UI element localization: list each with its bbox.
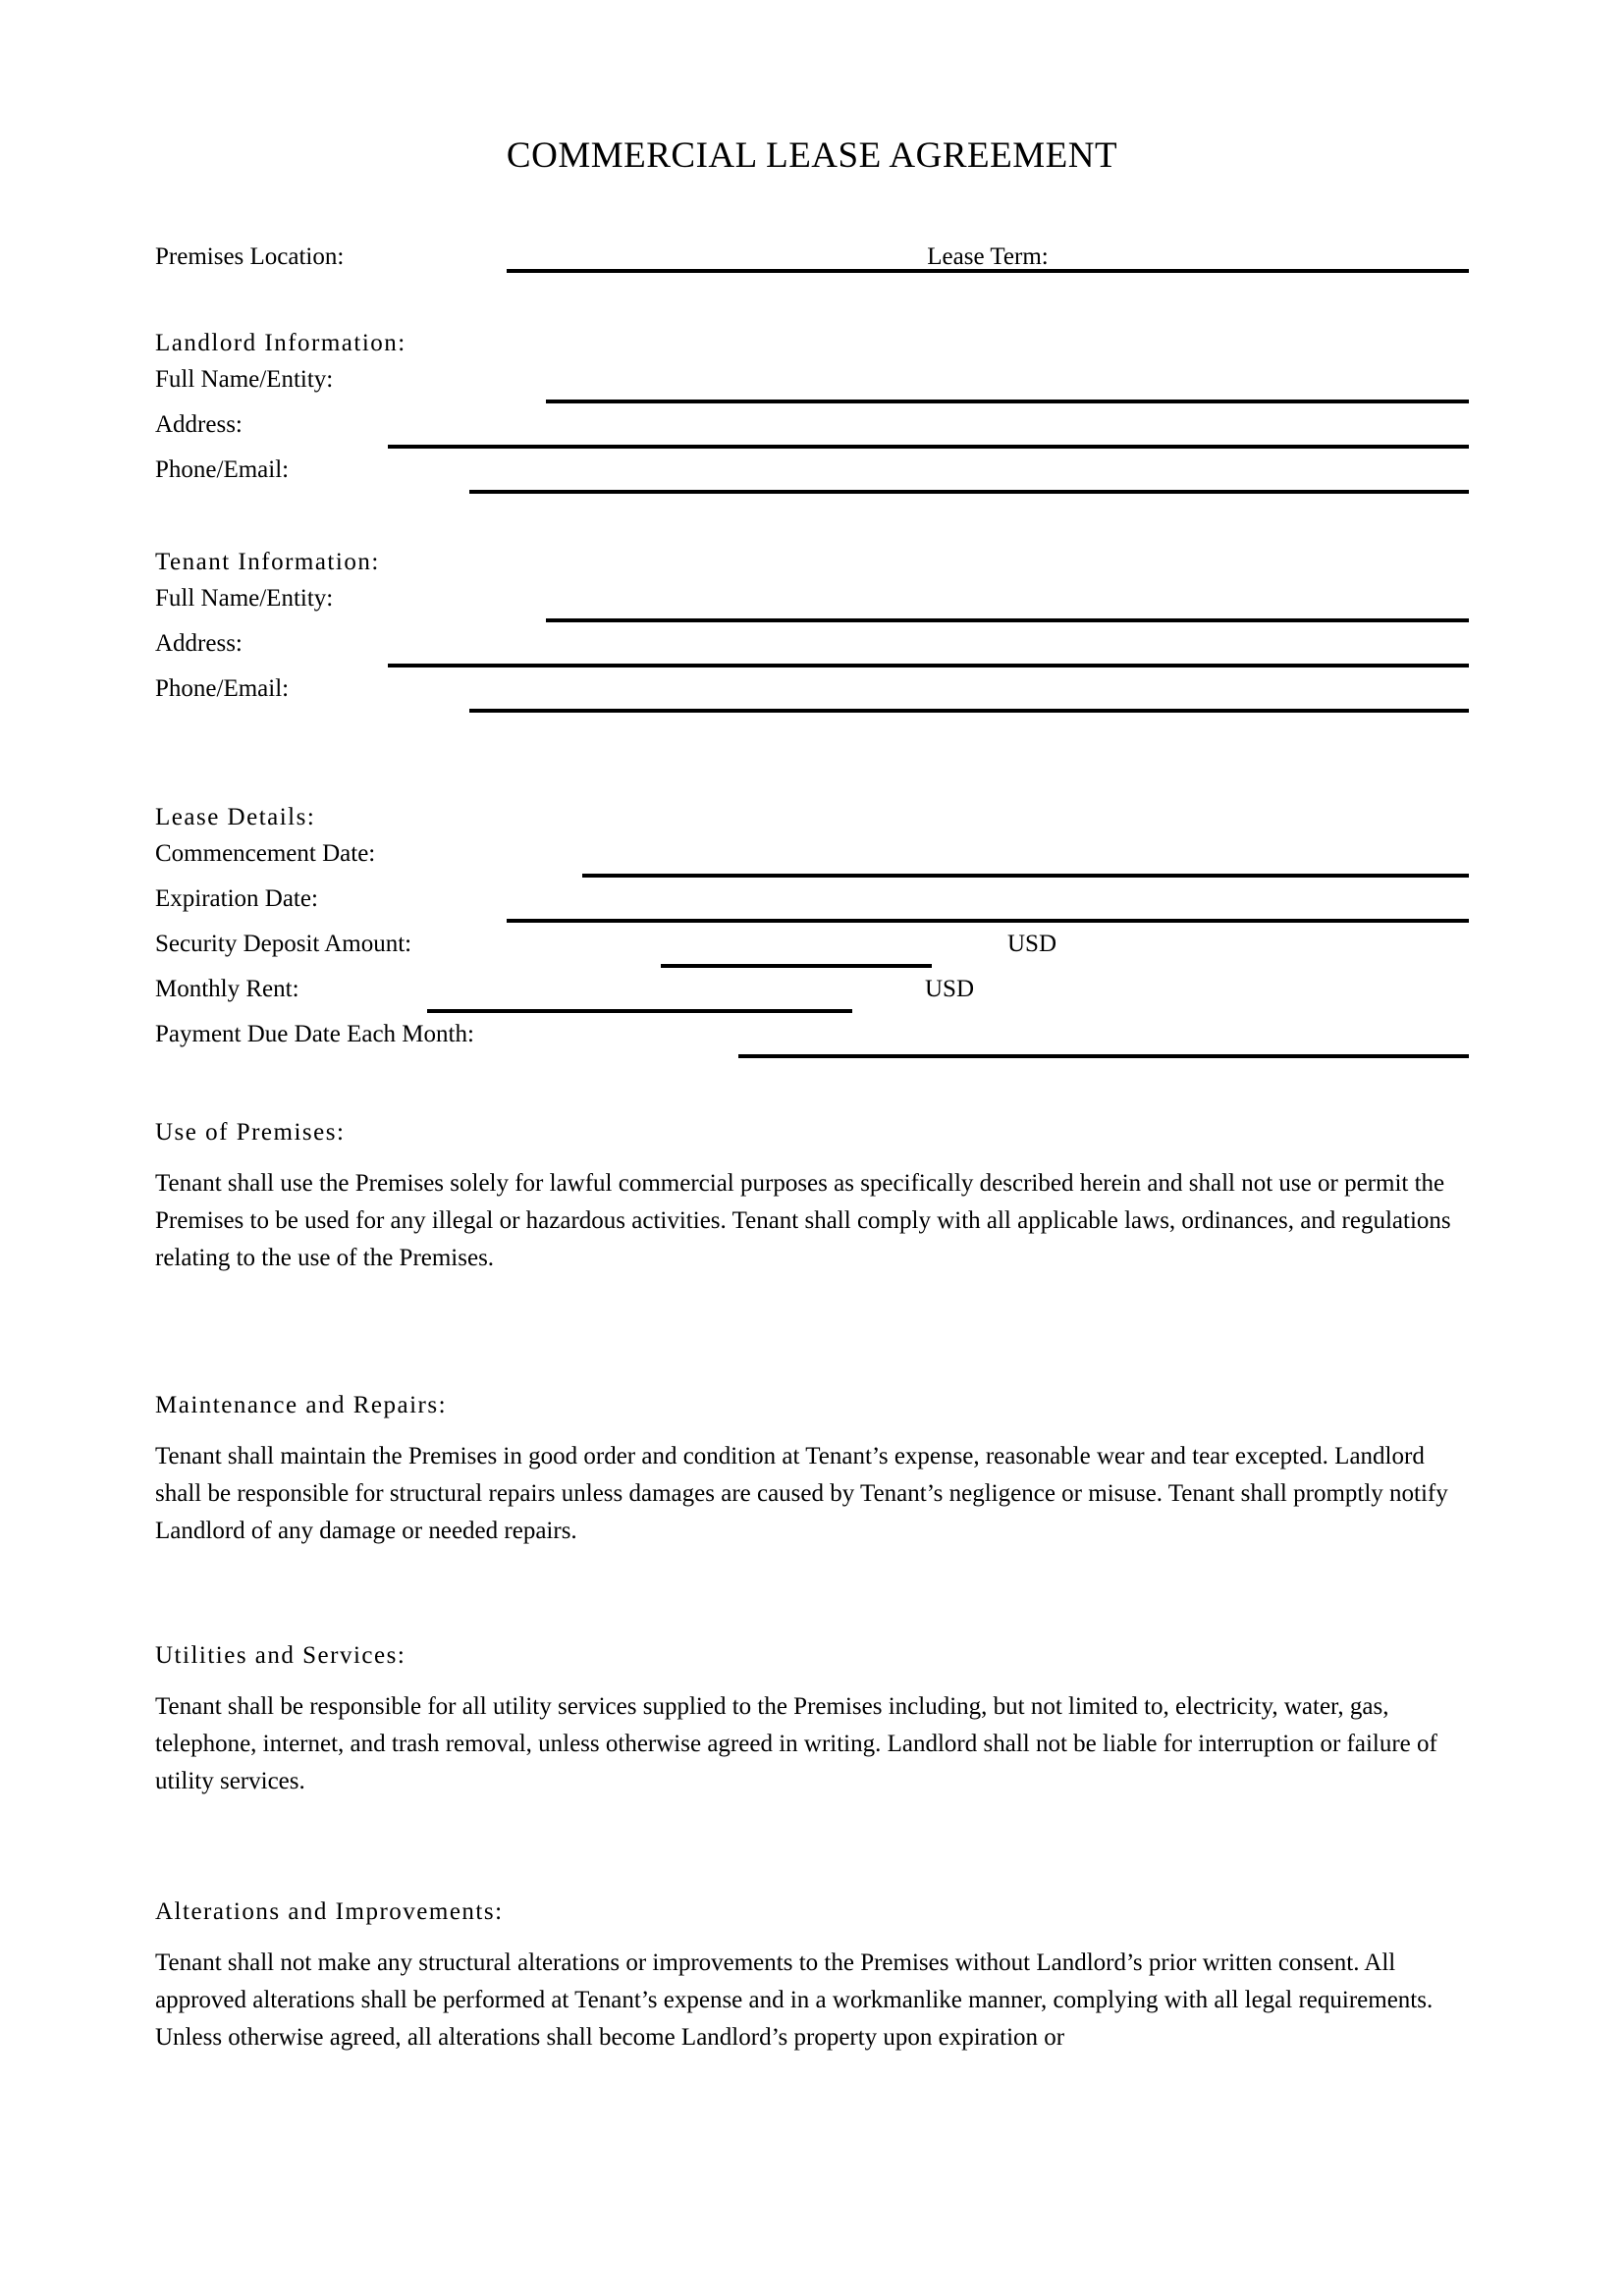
commencement-date-label: Commencement Date: xyxy=(155,840,376,867)
landlord-address-label: Address: xyxy=(155,411,243,438)
tenant-address-label: Address: xyxy=(155,630,243,657)
landlord-phone-email-row xyxy=(155,456,1469,494)
alterations-improvements-heading: Alterations and Improvements: xyxy=(155,1898,504,1925)
landlord-section-heading: Landlord Information: xyxy=(155,330,406,356)
maintenance-repairs-paragraph: Tenant shall maintain the Premises in good order and condition at Tenant’s expense, reasonable wear and tear excepted. Landlord shall be responsible for structural repairs unless damages are caused by Tenant’s negligence or misuse. Tenant shall promptly notify Landlord of any damage or needed repairs. xyxy=(155,1443,1448,1544)
payment-due-date-label: Payment Due Date Each Month: xyxy=(155,1021,474,1047)
payment-due-date-field[interactable] xyxy=(738,1021,1469,1058)
use-of-premises-paragraph: Tenant shall use the Premises solely for lawful commercial purposes as specifically described herein and shall not use or permit the Premises to be used for any illegal or hazardous activities. Tenant shall comply with all applicable laws, ordinances, and regulations relating to the use of the Premises. xyxy=(155,1170,1451,1271)
monthly-rent-label: Monthly Rent: xyxy=(155,976,299,1002)
expiration-date-field[interactable] xyxy=(507,885,1469,923)
security-deposit-field[interactable] xyxy=(661,931,932,968)
landlord-address-row xyxy=(155,411,1469,449)
landlord-phone-email-label: Phone/Email: xyxy=(155,456,290,483)
landlord-fullname-label: Full Name/Entity: xyxy=(155,366,334,393)
landlord-fullname-field[interactable] xyxy=(546,366,1469,403)
landlord-fullname-row xyxy=(155,366,1469,403)
lease-term-label: Lease Term: xyxy=(927,243,1049,270)
lease-details-section-heading: Lease Details: xyxy=(155,804,316,830)
tenant-fullname-field[interactable] xyxy=(546,585,1469,622)
utilities-services-heading: Utilities and Services: xyxy=(155,1642,406,1669)
security-deposit-label: Security Deposit Amount: xyxy=(155,931,412,957)
landlord-address-field[interactable] xyxy=(388,411,1469,449)
maintenance-repairs-heading: Maintenance and Repairs: xyxy=(155,1392,448,1418)
commencement-date-field[interactable] xyxy=(582,840,1469,878)
alterations-improvements-paragraph: Tenant shall not make any structural alterations or improvements to the Premises without Landlord’s prior written consent. All approved alterations shall be performed at Tenant’s expense and in a workmanlike manner, complying with all legal requirements. Unless otherwise agreed, all alterations shall become Landlord’s property upon expiration or xyxy=(155,1949,1434,2051)
document-title: COMMERCIAL LEASE AGREEMENT xyxy=(506,135,1118,176)
monthly-rent-currency-label: USD xyxy=(925,976,975,1002)
premises-location-field[interactable] xyxy=(507,243,1469,273)
utilities-services-paragraph: Tenant shall be responsible for all utility services supplied to the Premises including, but not limited to, electricity, water, gas, telephone, internet, and trash removal, unless otherwise agreed in writing. Landlord shall not be liable for interruption or failure of utility services. xyxy=(155,1693,1437,1794)
tenant-fullname-row xyxy=(155,585,1469,622)
expiration-date-row xyxy=(155,885,1469,923)
tenant-section-heading: Tenant Information: xyxy=(155,549,380,575)
commencement-date-row xyxy=(155,840,1469,878)
tenant-address-row xyxy=(155,630,1469,667)
tenant-phone-email-row xyxy=(155,675,1469,713)
monthly-rent-row xyxy=(155,976,1469,1013)
premises-location-label: Premises Location: xyxy=(155,243,345,270)
security-deposit-currency-label: USD xyxy=(1007,931,1057,957)
payment-due-date-row xyxy=(155,1021,1469,1058)
expiration-date-label: Expiration Date: xyxy=(155,885,318,912)
tenant-phone-email-field[interactable] xyxy=(469,675,1469,713)
tenant-address-field[interactable] xyxy=(388,630,1469,667)
security-deposit-row xyxy=(155,931,1469,968)
tenant-phone-email-label: Phone/Email: xyxy=(155,675,290,702)
tenant-fullname-label: Full Name/Entity: xyxy=(155,585,334,612)
monthly-rent-field[interactable] xyxy=(427,976,852,1013)
premises-lease-term-row xyxy=(155,243,1469,273)
use-of-premises-heading: Use of Premises: xyxy=(155,1119,346,1146)
landlord-phone-email-field[interactable] xyxy=(469,456,1469,494)
